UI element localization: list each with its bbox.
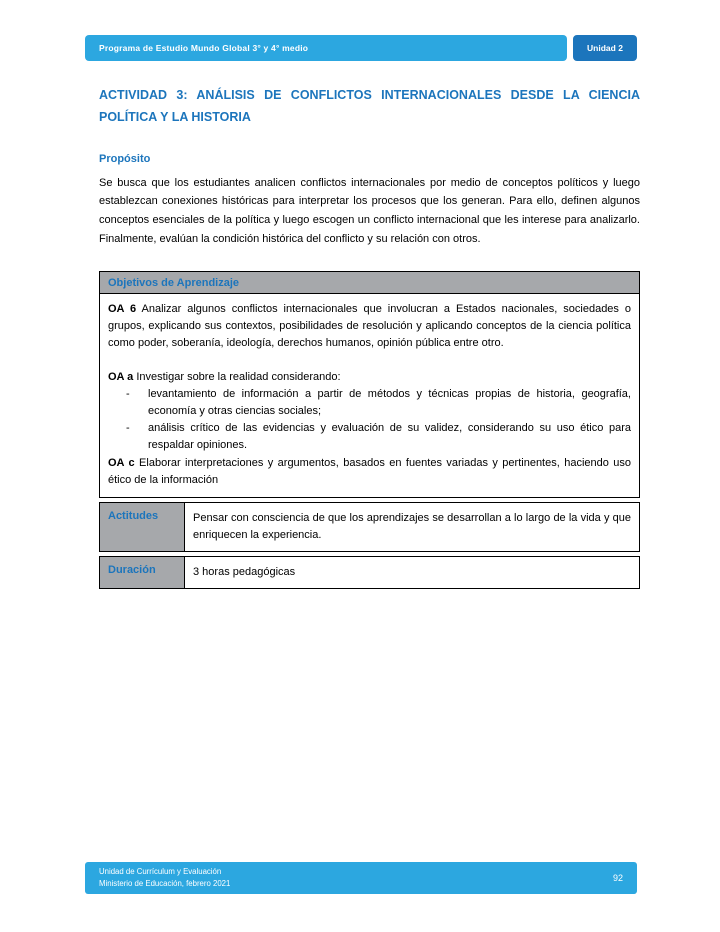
objectives-spacer [108, 352, 631, 369]
attitudes-row [99, 502, 640, 552]
objective-oaa-label: OA a [108, 371, 134, 384]
duration-row [99, 556, 640, 589]
footer-line-2: Ministerio de Educación, febrero 2021 [99, 879, 231, 888]
unit-label: Unidad 2 [587, 43, 623, 53]
duration-value: 3 horas pedagógicas [185, 556, 640, 589]
objectives-table [99, 271, 640, 497]
objective-oac-text: Elaborar interpretaciones y argumentos, basados en fuentes variadas y pertinentes, haciendo uso ético de la información [108, 456, 632, 486]
bullet-dash: - [126, 388, 130, 401]
objective-bullet-item [108, 420, 631, 454]
objective-oaa [108, 369, 631, 386]
duration-label: Duración [99, 556, 185, 589]
page-header [85, 35, 637, 61]
objectives-table-header: Objetivos de Aprendizaje [99, 271, 640, 294]
page-number: 92 [612, 873, 623, 883]
objective-oac-label: OA c [108, 456, 135, 469]
footer-credits [99, 866, 230, 890]
content-area [99, 84, 640, 589]
program-title: Programa de Estudio Mundo Global 3° y 4° medio [99, 43, 309, 53]
bullet-text: levantamiento de información a partir de métodos y técnicas propias de historia, geografía, economía y otras ciencias sociales; [148, 388, 631, 418]
bullet-dash: - [126, 422, 130, 435]
purpose-heading: Propósito [99, 152, 151, 165]
objective-oaa-text: Investigar sobre la realidad considerando: [133, 371, 341, 384]
unit-badge [573, 35, 637, 61]
attitudes-value: Pensar con consciencia de que los aprendizajes se desarrollan a lo largo de la vida y que enriquecen la experiencia. [185, 502, 640, 552]
objectives-table-body [99, 294, 640, 497]
objective-oac [108, 455, 631, 489]
page-footer [85, 862, 637, 894]
objective-oa6-label: OA 6 [108, 303, 137, 316]
purpose-paragraph: Se busca que los estudiantes analicen conflictos internacionales por medio de conceptos políticos y luego establezcan conexiones históricas para interpretar los procesos que los generan. Para ello, definen algunos conceptos esenciales de la política y luego escogen un conflicto internacional que les interese para analizarlo. Finalmente, evalúan la condición histórica del conflicto y su relación con otros. [99, 176, 640, 246]
attitudes-label: Actitudes [99, 502, 185, 552]
objective-oa6-text: Analizar algunos conflictos internacionales que involucran a Estados nacionales, sociedades o grupos, explicando sus contextos, posibilidades de resolución y aplicando conceptos de la ciencia política como poder, soberanía, ideología, derechos humanos, opinión pública entre otro. [108, 303, 631, 350]
objective-bullet-item [108, 386, 631, 420]
footer-line-1: Unidad de Currículum y Evaluación [99, 866, 222, 876]
objective-oa6 [108, 301, 631, 352]
bullet-text: análisis crítico de las evidencias y evaluación de su validez, considerando su uso ético para respaldar opiniones. [148, 422, 631, 452]
activity-title: ACTIVIDAD 3: ANÁLISIS DE CONFLICTOS INTERNACIONALES DESDE LA CIENCIA POLÍTICA Y LA HISTORIA [99, 88, 640, 125]
program-title-bar [85, 35, 567, 61]
